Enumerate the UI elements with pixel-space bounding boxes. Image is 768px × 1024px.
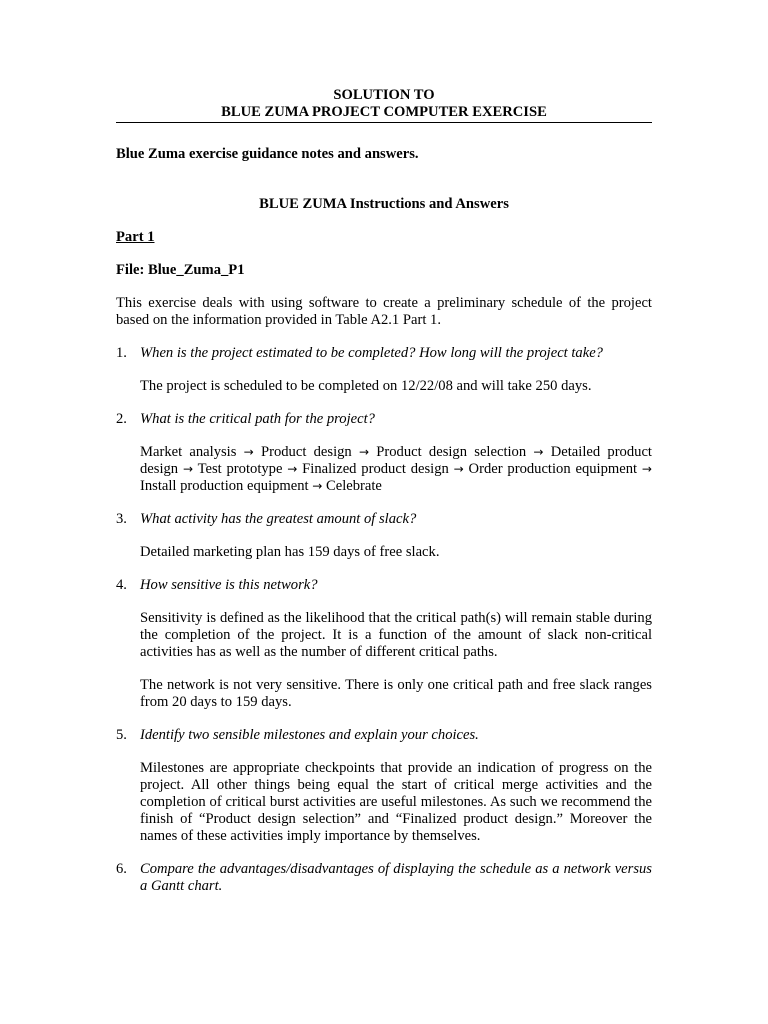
path-step: Product design bbox=[260, 444, 352, 460]
path-step: Celebrate bbox=[325, 478, 382, 494]
question-3 bbox=[116, 511, 652, 528]
document-title bbox=[116, 87, 652, 123]
question-number: 3. bbox=[116, 511, 127, 527]
path-step: Install production equipment bbox=[140, 478, 309, 494]
path-step: Product design selection bbox=[376, 444, 527, 460]
title-line-2: BLUE ZUMA PROJECT COMPUTER EXERCISE bbox=[116, 104, 652, 123]
question-text: What is the critical path for the project? bbox=[140, 411, 375, 427]
question-2 bbox=[116, 411, 652, 428]
question-number: 2. bbox=[116, 411, 127, 427]
section-heading: BLUE ZUMA Instructions and Answers bbox=[259, 196, 509, 212]
path-step: Order production equipment bbox=[468, 461, 638, 477]
intro-paragraph: This exercise deals with using software to create a preliminary schedule of the project based on the information provided in Table A2.1 Part 1. bbox=[116, 295, 652, 328]
path-step: Finalized product design bbox=[302, 461, 449, 477]
arrow-right-icon: → bbox=[243, 445, 254, 459]
file-label: File: Blue_Zuma_P1 bbox=[116, 262, 245, 278]
question-1 bbox=[116, 345, 652, 362]
answer-1: The project is scheduled to be completed on 12/22/08 and will take 250 days. bbox=[140, 378, 592, 394]
path-step: Test prototype bbox=[197, 461, 283, 477]
arrow-right-icon: → bbox=[358, 445, 370, 459]
question-number: 6. bbox=[116, 861, 127, 877]
arrow-right-icon: → bbox=[182, 462, 193, 476]
answer-4b: The network is not very sensitive. There is only one critical path and free slack ranges from 20 days to 159 days. bbox=[140, 677, 652, 710]
subtitle: Blue Zuma exercise guidance notes and answers. bbox=[116, 146, 419, 162]
question-text: How sensitive is this network? bbox=[140, 577, 318, 593]
question-number: 1. bbox=[116, 345, 127, 361]
title-line-1: SOLUTION TO bbox=[333, 87, 435, 103]
arrow-right-icon: → bbox=[312, 479, 323, 493]
question-4 bbox=[116, 577, 652, 594]
document-page bbox=[116, 87, 652, 895]
question-text: Identify two sensible milestones and explain your choices. bbox=[140, 727, 479, 743]
arrow-right-icon: → bbox=[641, 462, 652, 476]
question-number: 5. bbox=[116, 727, 127, 743]
arrow-right-icon: → bbox=[287, 462, 298, 476]
path-step: Market analysis bbox=[140, 444, 237, 460]
question-number: 4. bbox=[116, 577, 127, 593]
question-5 bbox=[116, 727, 652, 744]
part-label: Part 1 bbox=[116, 229, 155, 245]
critical-path-answer bbox=[116, 444, 652, 495]
path-step: Detailed product design bbox=[140, 444, 652, 477]
question-text: Compare the advantages/disadvantages of displaying the schedule as a network versus a Gantt chart. bbox=[140, 861, 652, 894]
answer-4a: Sensitivity is defined as the likelihood that the critical path(s) will remain stable during the completion of the project. It is a function of the amount of slack non-critical activities has as well as the number of different critical paths. bbox=[140, 610, 652, 660]
question-6 bbox=[116, 861, 652, 895]
question-text: What activity has the greatest amount of slack? bbox=[140, 511, 417, 527]
answer-3: Detailed marketing plan has 159 days of free slack. bbox=[140, 544, 440, 560]
answer-5: Milestones are appropriate checkpoints that provide an indication of progress on the project. All other things being equal the start of critical merge activities and the completion of critical burst activities are useful milestones. As such we recommend the finish of “Product design selection” and “Finalized product design.” Moreover the names of these activities imply importance by themselves. bbox=[140, 760, 652, 844]
question-text: When is the project estimated to be completed? How long will the project take? bbox=[140, 345, 603, 361]
arrow-right-icon: → bbox=[453, 462, 464, 476]
arrow-right-icon: → bbox=[533, 445, 544, 459]
